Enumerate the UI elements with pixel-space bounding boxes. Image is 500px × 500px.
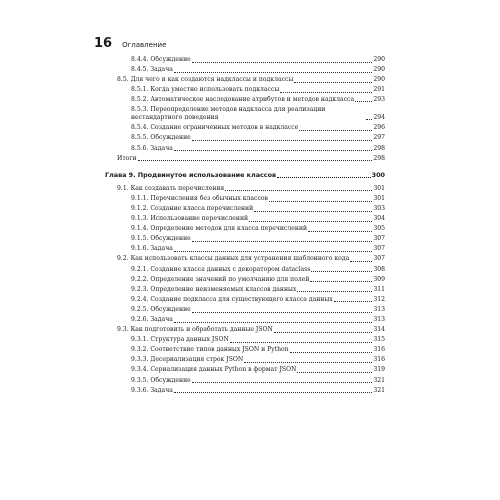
toc-entry-page: 304 <box>373 215 385 223</box>
toc-entry[interactable] <box>105 325 385 335</box>
toc-entry-title: Итоги <box>117 154 137 162</box>
toc-entry[interactable] <box>105 234 385 244</box>
toc-entry[interactable] <box>105 105 385 123</box>
dot-leader <box>254 211 372 212</box>
toc-entry-page: 297 <box>373 134 385 142</box>
toc-entry-page: 300 <box>371 170 385 179</box>
toc-entry-page: 319 <box>373 366 385 374</box>
toc-entry-title: 9.3.2. Соответствие типов данных JSON и Python <box>131 346 289 354</box>
toc-entry-title: 8.4.5. Задача <box>131 66 173 74</box>
dot-leader <box>366 119 372 120</box>
toc-entry-title: 9.1.4. Определение методов для класса перечислений <box>131 225 308 233</box>
toc-entry-page: 308 <box>373 265 385 273</box>
dot-leader <box>277 177 371 178</box>
toc-entry-page: 307 <box>373 255 385 263</box>
toc-entry[interactable] <box>105 365 385 375</box>
toc-entry-title: 9.2.4. Создание подкласса для существующего класса данных <box>131 295 333 303</box>
toc-entry[interactable] <box>105 85 385 95</box>
toc-entry[interactable] <box>105 55 385 65</box>
toc-entry[interactable] <box>105 204 385 214</box>
toc-entry-title: 8.5.4. Создание ограниченных методов в надклассе <box>131 124 299 132</box>
toc-chapter-entry[interactable] <box>105 168 385 182</box>
toc-entry-page: 303 <box>373 204 385 212</box>
dot-leader <box>230 342 373 343</box>
toc-entry-title: 8.5.3. Переопределение методов надкласса для реализации нестандартного поведения <box>131 106 326 122</box>
toc-entry-page: 321 <box>373 386 385 394</box>
toc-entry[interactable] <box>105 345 385 355</box>
toc-entry[interactable] <box>105 75 385 85</box>
toc-entry-page: 301 <box>373 194 385 202</box>
page-number: 16 <box>94 36 113 51</box>
toc-entry-page: 307 <box>373 245 385 253</box>
toc-entry-title: 9.2.2. Определение значений по умолчанию для полей <box>131 275 310 283</box>
dot-leader <box>174 322 373 323</box>
toc-entry-page: 298 <box>373 154 385 162</box>
dot-leader <box>174 72 373 73</box>
toc-entry-title: 9.1.1. Перечисления без обычных классов <box>131 194 268 202</box>
table-of-contents <box>105 55 385 396</box>
dot-leader <box>192 241 373 242</box>
toc-entry-page: 309 <box>373 275 385 283</box>
toc-entry[interactable] <box>105 265 385 275</box>
toc-entry-page: 305 <box>373 225 385 233</box>
toc-entry-title: 8.5.1. Когда уместно использовать подклассы <box>131 86 280 94</box>
dot-leader <box>192 382 373 383</box>
toc-entry[interactable] <box>105 244 385 254</box>
toc-entry[interactable] <box>105 315 385 325</box>
running-title: Оглавление <box>122 41 167 49</box>
toc-entry-title: 9.1.5. Обсуждение <box>131 235 191 243</box>
toc-entry-title: 9.1.6. Задача <box>131 245 173 253</box>
toc-entry[interactable] <box>105 376 385 386</box>
toc-entry-page: 307 <box>373 235 385 243</box>
toc-entry-page: 313 <box>373 315 385 323</box>
toc-entry-page: 291 <box>373 86 385 94</box>
dot-leader <box>138 160 373 161</box>
toc-entry[interactable] <box>105 295 385 305</box>
toc-entry-title: 8.5.5. Обсуждение <box>131 134 191 142</box>
toc-entry-title: 9.3.3. Десериализация строк JSON <box>131 356 244 364</box>
toc-entry-title: 9.3.6. Задача <box>131 386 173 394</box>
dot-leader <box>350 261 372 262</box>
toc-entry-title: 9.1.3. Использование перечислений <box>131 215 249 223</box>
toc-entry[interactable] <box>105 95 385 105</box>
dot-leader <box>274 332 373 333</box>
page-header <box>94 36 166 51</box>
toc-entry-title: 9.2.3. Определение неизменяемых классов данных <box>131 285 297 293</box>
toc-entry-page: 312 <box>373 295 385 303</box>
toc-entry[interactable] <box>105 65 385 75</box>
dot-leader <box>249 221 372 222</box>
dot-leader <box>308 231 372 232</box>
toc-entry[interactable] <box>105 305 385 315</box>
toc-entry-title: 9.3.4. Сериализация данных Python в формат JSON <box>131 366 297 374</box>
toc-entry-page: 290 <box>373 66 385 74</box>
dot-leader <box>174 251 373 252</box>
toc-entry-title: 9.2.5. Обсуждение <box>131 305 191 313</box>
dot-leader <box>290 352 373 353</box>
dot-leader <box>192 140 373 141</box>
toc-entry[interactable] <box>105 133 385 143</box>
dot-leader <box>297 372 372 373</box>
toc-entry[interactable] <box>105 386 385 396</box>
toc-entry[interactable] <box>105 254 385 264</box>
toc-entry[interactable] <box>105 285 385 295</box>
toc-entry-page: 314 <box>373 326 385 334</box>
toc-entry-page: 293 <box>373 96 385 104</box>
toc-entry-title: 9.3.5. Обсуждение <box>131 376 191 384</box>
toc-entry[interactable] <box>105 275 385 285</box>
toc-entry-title: 8.4.4. Обсуждение <box>131 56 191 63</box>
toc-entry[interactable] <box>105 123 385 133</box>
dot-leader <box>192 62 373 63</box>
toc-entry-title: 9.1.2. Создание класса перечислений <box>131 204 254 212</box>
toc-entry-title: Глава 9. Продвинутое использование классов <box>105 170 277 179</box>
toc-entry-title: 8.5.6. Задача <box>131 144 173 152</box>
dot-leader <box>174 392 373 393</box>
toc-entry[interactable] <box>105 194 385 204</box>
toc-entry-title: 9.2.6. Задача <box>131 315 173 323</box>
toc-entry-title: 9.3.1. Структура данных JSON <box>131 336 229 344</box>
toc-entry[interactable] <box>105 154 385 164</box>
toc-entry-page: 315 <box>373 336 385 344</box>
dot-leader <box>192 312 373 313</box>
toc-entry-page: 294 <box>373 114 385 122</box>
dot-leader <box>174 150 373 151</box>
dot-leader <box>355 101 372 102</box>
toc-entry-page: 321 <box>373 376 385 384</box>
toc-entry-title: 9.1. Как создавать перечисления <box>117 184 225 192</box>
toc-entry[interactable] <box>105 224 385 234</box>
toc-entry-page: 313 <box>373 305 385 313</box>
toc-entry-page: 316 <box>373 346 385 354</box>
toc-entry-page: 296 <box>373 124 385 132</box>
toc-entry-title: 8.5.2. Автоматическое наследование атрибутов и методов надкласса <box>131 96 355 104</box>
toc-entry[interactable] <box>105 214 385 224</box>
toc-entry-page: 301 <box>373 184 385 192</box>
dot-leader <box>225 190 372 191</box>
dot-leader <box>334 301 373 302</box>
dot-leader <box>280 92 372 93</box>
dot-leader <box>294 82 372 83</box>
toc-entry[interactable] <box>105 335 385 345</box>
toc-entry[interactable] <box>105 355 385 365</box>
toc-entry-page: 316 <box>373 356 385 364</box>
dot-leader <box>299 130 372 131</box>
toc-entry-page: 290 <box>373 76 385 84</box>
dot-leader <box>310 281 372 282</box>
toc-entry[interactable] <box>105 144 385 154</box>
toc-entry-title: 8.5. Для чего и как создаются надклассы и подклассы <box>117 76 294 84</box>
dot-leader <box>269 201 372 202</box>
toc-entry-page: 290 <box>373 56 385 63</box>
dot-leader <box>244 362 372 363</box>
dot-leader <box>311 271 372 272</box>
toc-entry-title: 9.2. Как использовать классы данных для устранения шаблонного кода <box>117 255 350 263</box>
toc-entry-title: 9.3. Как подготовить и обработать данные JSON <box>117 326 273 334</box>
toc-entry[interactable] <box>105 184 385 194</box>
toc-entry-page: 298 <box>373 144 385 152</box>
toc-entry-title: 9.2.1. Создание класса данных с декоратором dataclass <box>131 265 311 273</box>
dot-leader <box>297 291 372 292</box>
toc-entry-page: 311 <box>373 285 385 293</box>
